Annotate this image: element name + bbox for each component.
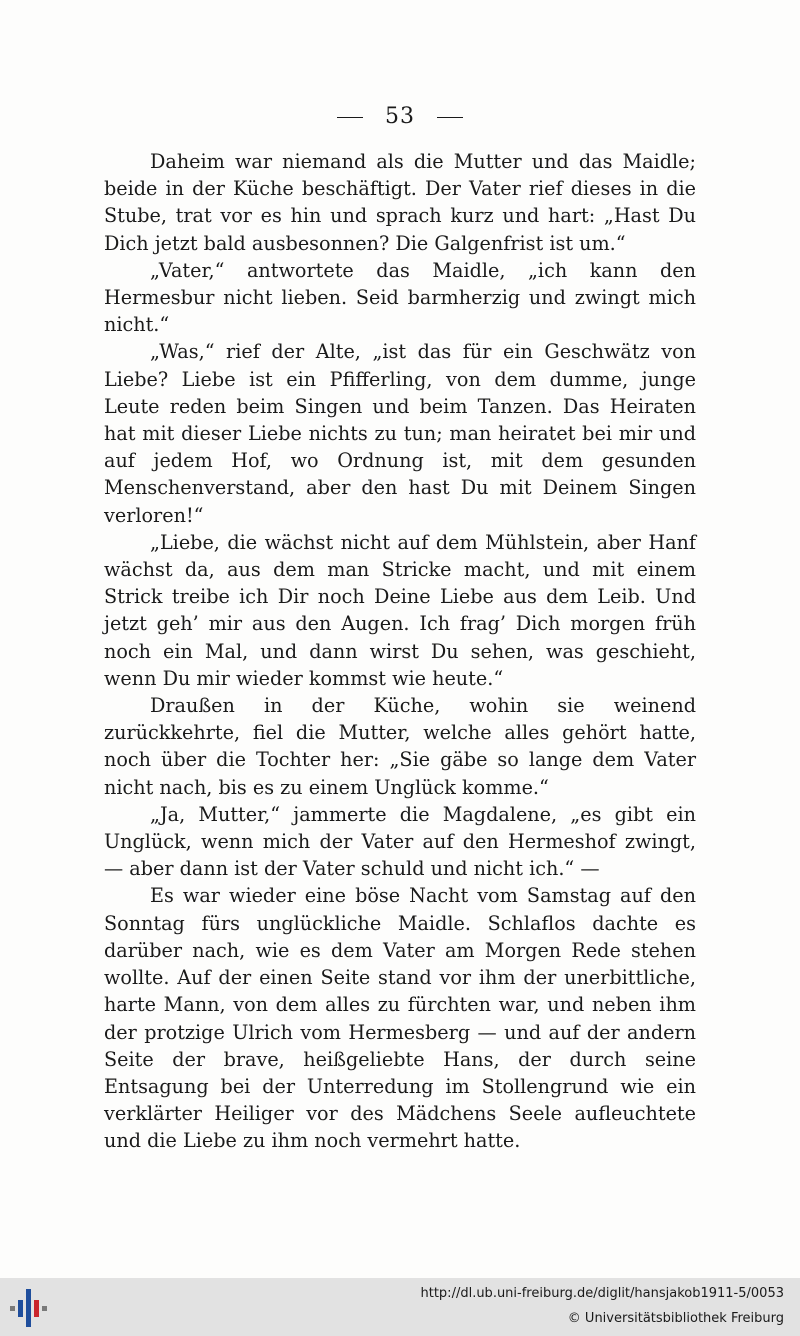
page-header <box>0 104 800 129</box>
paragraph-4: „Liebe, die wächst nicht auf dem Mühlstein, aber Hanf wächst da, aus dem man Stricke macht, und mit einem Strick treibe ich Dir noch Deine Liebe aus dem Leib. Und jetzt geh’ mir aus den Augen. Ich frag’ Dich morgen früh noch ein Mal, und dann wirst Du sehen, was geschieht, wenn Du mir wieder kommst wie heute.“ <box>104 530 696 690</box>
paragraph-6: „Ja, Mutter,“ jammerte die Magdalene, „es gibt ein Unglück, wenn mich der Vater auf den Hermeshof zwingt, — aber dann ist der Vater schuld und nicht ich.“ — <box>104 802 696 881</box>
page-number: 53 <box>385 104 415 129</box>
paragraph-7: Es war wieder eine böse Nacht vom Samstag auf den Sonntag fürs unglückliche Maidle. Schlaflos dachte es darüber nach, wie es dem Vater am Morgen Rede stehen wollte. Auf der einen Seite stand vor ihm der unerbittliche, harte Mann, von dem alles zu fürchten war, und neben ihm der protzige Ulrich vom Hermesberg — und auf der andern Seite der brave, heißgeliebte Hans, der durch seine Entsagung bei der Unterredung im Stollengrund wie ein verklärter Heiliger vor des Mädchens Seele aufleuchtete und die Liebe zu ihm noch vermehrt hatte. <box>104 884 696 1153</box>
paragraph-1: Daheim war niemand als die Mutter und das Maidle; beide in der Küche beschäftigt. Der Vater rief dieses in die Stube, trat vor es hin und sprach kurz und hart: „Hast Du Dich jetzt bald ausbesonnen? Die Galgenfrist ist um.“ <box>104 150 696 255</box>
header-dash-left <box>337 117 363 118</box>
document-url-link[interactable]: http://dl.ub.uni-freiburg.de/diglit/hansjakob1911-5/0053 <box>420 1286 784 1301</box>
viewer-footer <box>0 1278 800 1336</box>
paragraph-3: „Was,“ rief der Alte, „ist das für ein Geschwätz von Liebe? Liebe ist ein Pfifferling, von dem dumme, junge Leute reden beim Singen und beim Tanzen. Das Heiraten hat mit dieser Liebe nichts zu tun; man heiratet bei mir und auf jedem Hof, wo Ordnung ist, mit dem gesunden Menschenverstand, aber den hast Du mit Deinem Singen verloren!“ <box>104 340 696 527</box>
body-text <box>104 148 696 1155</box>
copyright-text: © Universitätsbibliothek Freiburg <box>567 1311 784 1326</box>
paragraph-5: Draußen in der Küche, wohin sie weinend zurückkehrte, fiel die Mutter, welche alles gehört hatte, noch über die Tochter her: „Sie gäbe so lange dem Vater nicht nach, bis es zu einem Unglück komme.“ <box>104 694 696 799</box>
ub-freiburg-logo-icon[interactable] <box>8 1287 50 1329</box>
header-dash-right <box>437 117 463 118</box>
paragraph-2: „Vater,“ antwortete das Maidle, „ich kann den Hermesbur nicht lieben. Seid barmherzig und zwingt mich nicht.“ <box>104 258 696 337</box>
